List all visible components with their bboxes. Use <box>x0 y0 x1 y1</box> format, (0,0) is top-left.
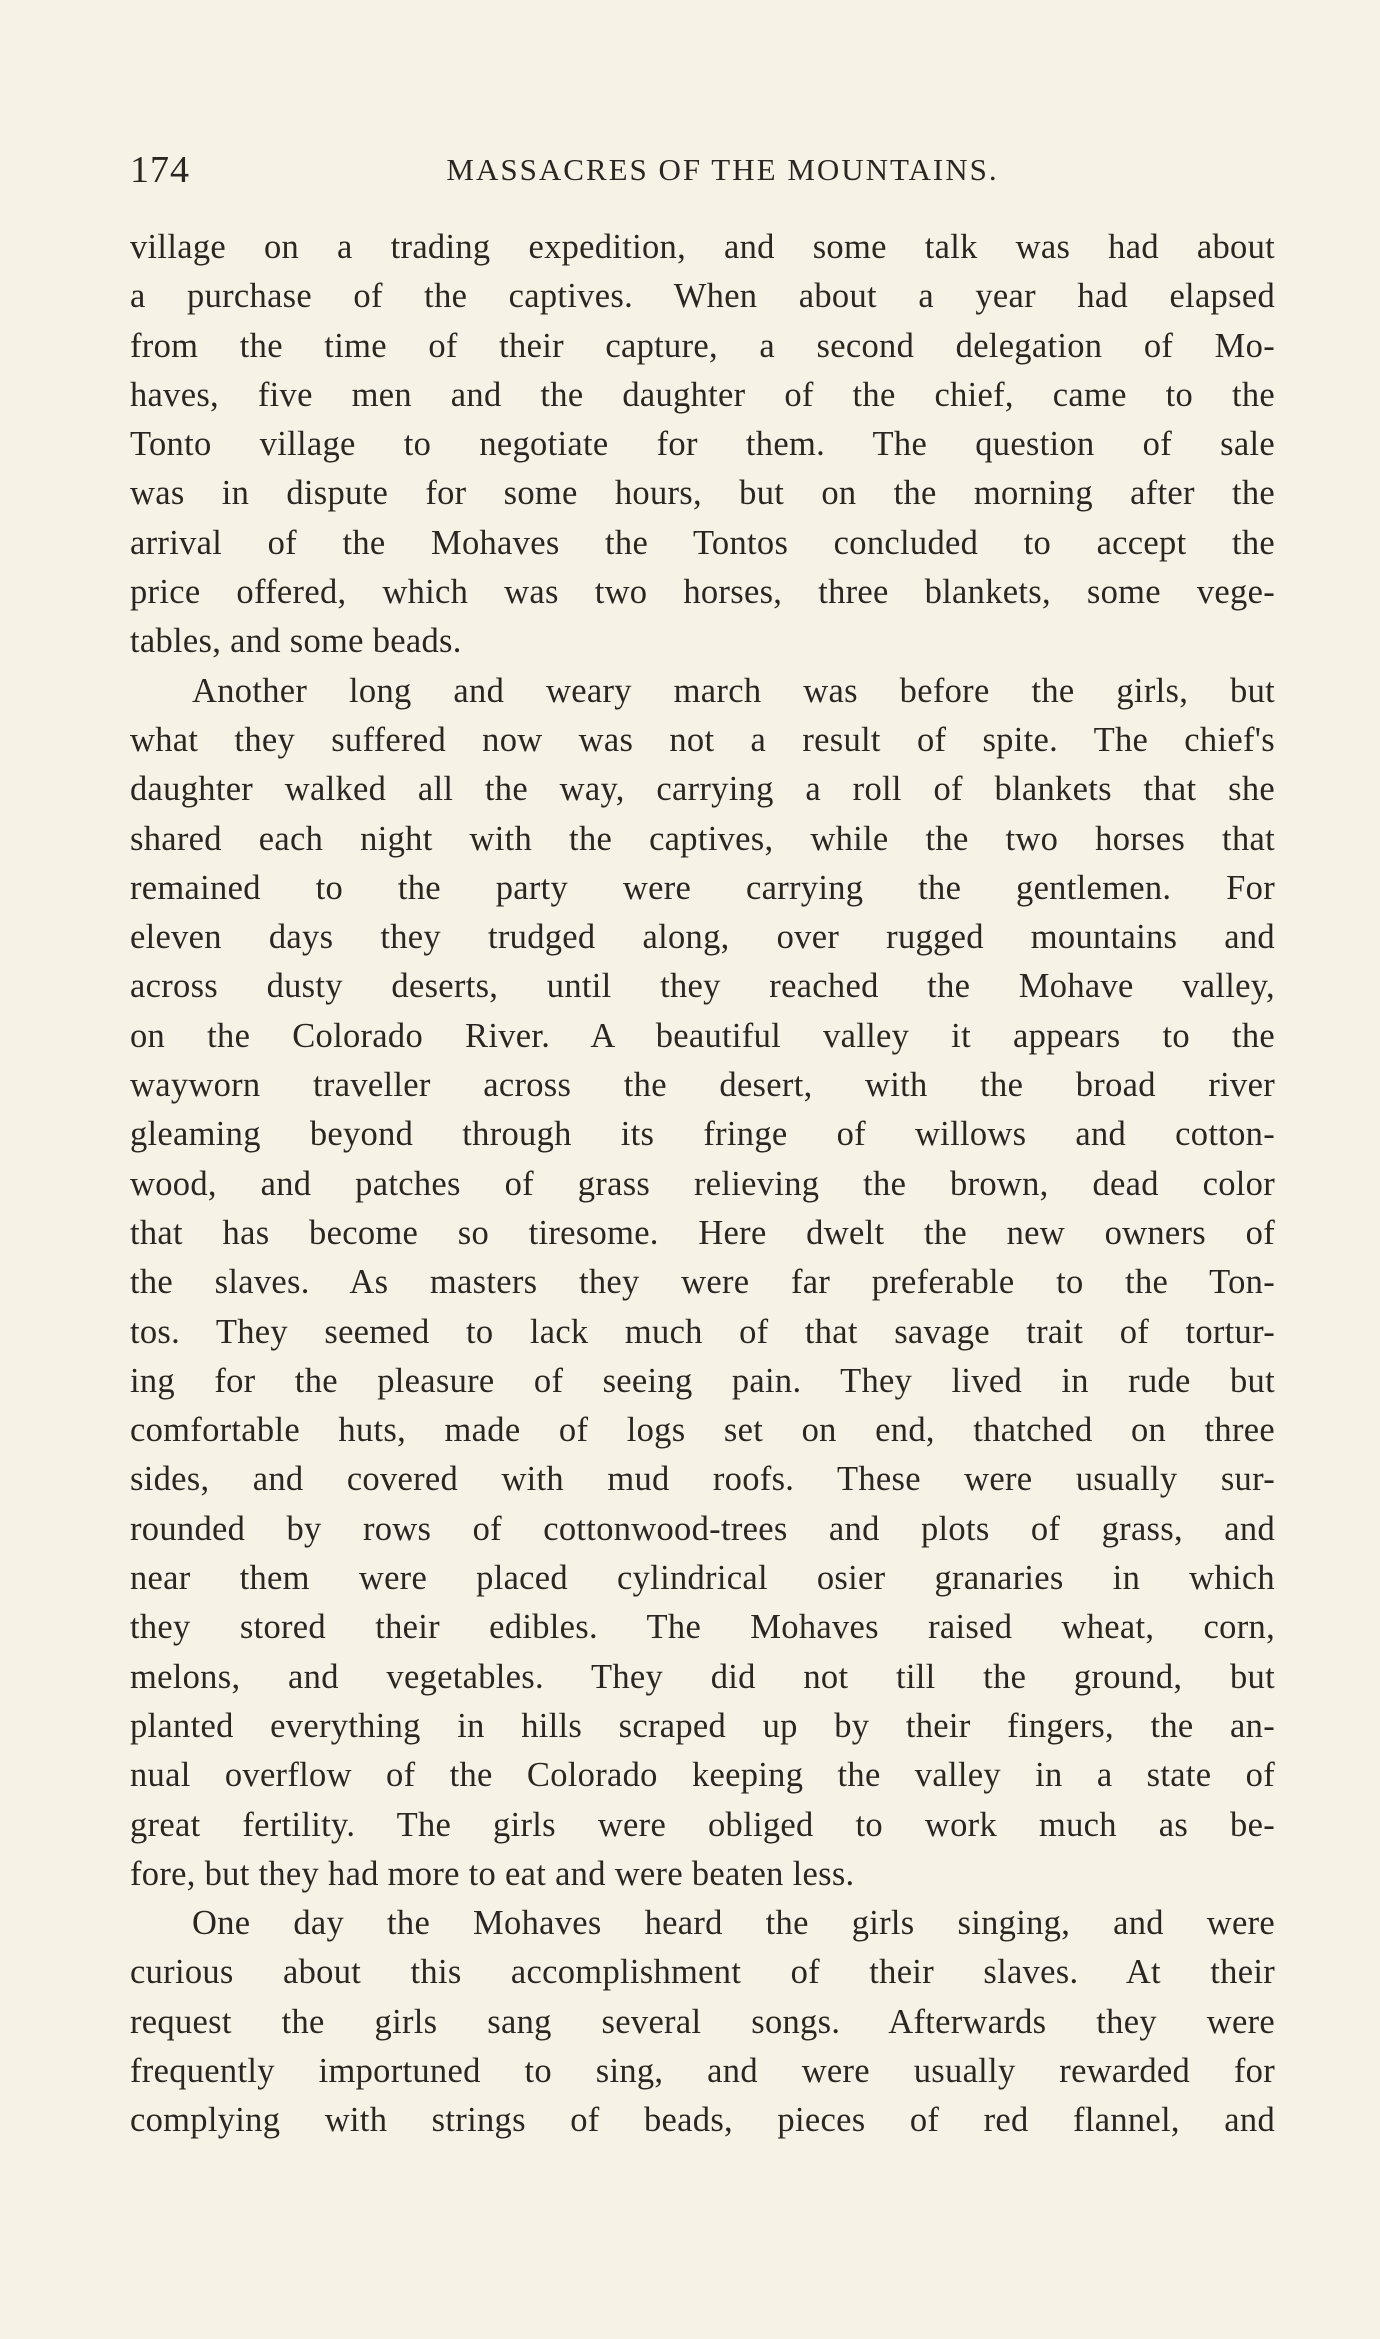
text-line: One day the Mohaves heard the girls singing, and were <box>192 1904 1275 1943</box>
text-line: melons, and vegetables. They did not till the ground, but <box>130 1657 1275 1696</box>
text-line: village on a trading expedition, and some talk was had about <box>130 228 1275 266</box>
text-line: price offered, which was two horses, three blankets, some vege- <box>130 573 1275 612</box>
text-line: haves, five men and the daughter of the chief, came to the <box>130 375 1275 414</box>
text-line: comfortable huts, made of logs set on end, thatched on three <box>130 1411 1275 1450</box>
text-line: planted everything in hills scraped up by their fingers, the an- <box>130 1706 1275 1745</box>
text-line: arrival of the Mohaves the Tontos concluded to accept the <box>130 523 1275 562</box>
text-line: gleaming beyond through its fringe of willows and cotton- <box>130 1115 1275 1154</box>
text-line: what they suffered now was not a result of spite. The chief's <box>130 720 1275 759</box>
text-line: wayworn traveller across the desert, with the broad river <box>130 1066 1275 1105</box>
text-line: from the time of their capture, a second delegation of Mo- <box>130 326 1275 365</box>
text-line: sides, and covered with mud roofs. These were usually sur- <box>130 1460 1275 1499</box>
text-line: a purchase of the captives. When about a year had elapsed <box>130 277 1275 316</box>
text-line: ing for the pleasure of seeing pain. They lived in rude but <box>130 1361 1275 1400</box>
text-line: near them were placed cylindrical osier granaries in which <box>130 1559 1275 1598</box>
text-line: Another long and weary march was before the girls, but <box>192 671 1275 710</box>
text-line: request the girls sang several songs. Afterwards they were <box>130 2002 1275 2041</box>
text-line: on the Colorado River. A beautiful valley it appears to the <box>130 1016 1275 1055</box>
body-text <box>130 223 1275 2146</box>
text-line: nual overflow of the Colorado keeping the valley in a state of <box>130 1756 1275 1795</box>
text-line: shared each night with the captives, while the two horses that <box>130 819 1275 858</box>
text-line: was in dispute for some hours, but on the morning after the <box>130 474 1275 513</box>
text-line: tos. They seemed to lack much of that savage trait of tortur- <box>130 1312 1275 1351</box>
text-line: great fertility. The girls were obliged to work much as be- <box>130 1805 1275 1844</box>
text-line: remained to the party were carrying the gentlemen. For <box>130 868 1275 907</box>
text-line: Tonto village to negotiate for them. The question of sale <box>130 425 1275 464</box>
text-line: they stored their edibles. The Mohaves raised wheat, corn, <box>130 1608 1275 1647</box>
text-line: eleven days they trudged along, over rugged mountains and <box>130 918 1275 957</box>
text-line: daughter walked all the way, carrying a roll of blankets that she <box>130 770 1275 809</box>
text-line: rounded by rows of cottonwood-trees and plots of grass, and <box>130 1509 1275 1548</box>
text-line: curious about this accomplishment of their slaves. At their <box>130 1953 1275 1992</box>
running-head: MASSACRES OF THE MOUNTAINS. <box>446 152 999 187</box>
text-line: the slaves. As masters they were far preferable to the Ton- <box>130 1263 1275 1302</box>
text-line: fore, but they had more to eat and were beaten less. <box>130 1854 855 1893</box>
text-line: frequently importuned to sing, and were usually rewarded for <box>130 2051 1275 2090</box>
text-line: that has become so tiresome. Here dwelt the new owners of <box>130 1213 1275 1252</box>
text-line: complying with strings of beads, pieces of red flannel, and <box>130 2101 1275 2140</box>
page-number: 174 <box>130 149 190 191</box>
text-line: tables, and some beads. <box>130 622 462 661</box>
text-line: wood, and patches of grass relieving the brown, dead color <box>130 1164 1275 1203</box>
page-header <box>130 148 1275 194</box>
text-line: across dusty deserts, until they reached the Mohave valley, <box>130 967 1275 1006</box>
